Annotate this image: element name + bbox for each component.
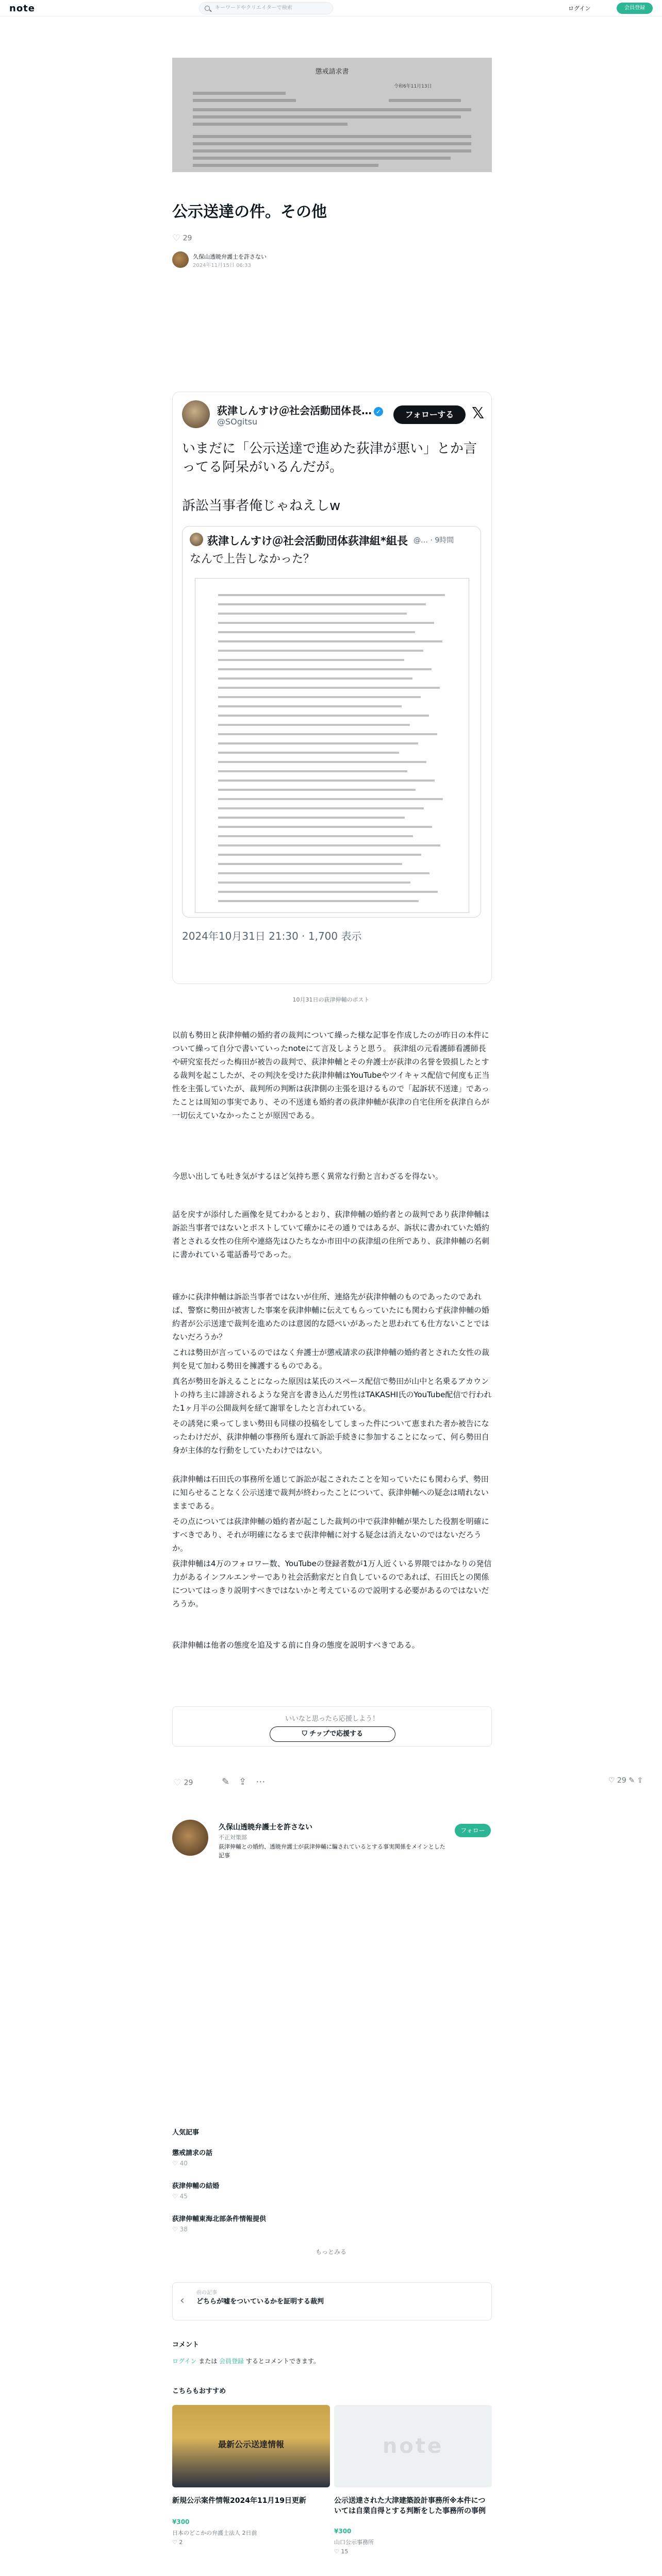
card-author[interactable]: 日本のどこかの弁護士法人 2日前 [172,2530,257,2536]
heart-icon[interactable]: ♡ [172,233,181,244]
popular-item-likes: ♡ 40 [172,2160,188,2167]
site-header [0,0,662,16]
card-likes: ♡ 15 [334,2548,349,2555]
share-icon[interactable]: ⇪ [239,1776,256,1787]
body-paragraph-6: その誘発に乗ってしまい勢田も同様の投稿をしてしまった件について恵まれた者か被告になったわけだが、荻津伸輔の事務所も遅れて訴訟手続きに参加することになって、何ら勢田自身が主体的な行動をしていたわけではない。 [172,1419,489,1455]
doc-text-line [218,826,432,828]
card-title[interactable]: 公示送達された大津建築設計事務所※本件については自業自得とする判断をした事務所の事例 [334,2497,486,2515]
card-thumbnail[interactable]: note [334,2405,492,2487]
tweet-text: いまだに「公示送達で進めた荻津が悪い」とか言ってる阿呆がいるんだが。 [182,441,477,475]
x-logo-icon[interactable]: 𝕏 [472,404,485,422]
doc-text-line [218,854,421,856]
popular-item-likes: ♡ 45 [172,2193,188,2200]
popular-title: 人気記事 [172,2129,200,2137]
popular-item-title[interactable]: 懲戒請求の話 [172,2149,213,2157]
signup-button[interactable]: 会員登録 [617,3,653,14]
card-price: ¥300 [334,2528,352,2535]
doc-text-line [218,715,429,717]
author-card [172,1820,492,1871]
prev-article-title[interactable]: どちらが嘘をついているかを証明する裁判 [196,2298,324,2306]
body-paragraph-1: 今思い出しても吐き気がするほど気持ち悪く異常な行動と言わざるを得ない。 [172,1172,443,1181]
avatar[interactable] [172,251,189,268]
doc-text-line [218,724,410,726]
comment-icon[interactable]: ✎ [222,1776,239,1787]
card-thumb-badge: 最新公示送達情報 [218,2439,284,2449]
doc-text-line [218,687,440,689]
support-box [172,1706,492,1747]
post-date: 2024年11月15日 06:33 [193,263,251,268]
card-title[interactable]: 新規公示案件情報2024年11月19日更新 [172,2497,306,2505]
heart-icon[interactable]: ♡ [608,1776,615,1785]
heart-icon[interactable]: ♡ [173,1777,182,1788]
comments-signup-link[interactable]: 会員登録 [219,2358,244,2365]
doc-text-line [218,594,445,596]
doc-text-line [218,807,424,809]
comments-title: コメント [172,2341,200,2349]
prev-article-card[interactable] [172,2282,492,2320]
doc-text-line [218,789,416,791]
prev-article-label: 前の記事 [196,2290,217,2296]
support-question: いいなと思ったら応援しよう！ [285,1715,379,1723]
body-paragraph-0: 以前も勢田と荻津伸輔の婚約者の裁判について繰った様な記事を作成したのが昨日の本件について繰って自分で書いていったnoteにて言及しようと思う。 荻津組の元看護師看護師長や研究室長だった梅田が被告の裁判で、荻津伸輔とその弁護士が荻津の名誉を毀損したとする裁判を起こしたが、その判決を受けた荻津伸輔はYouTubeやツイキャス配信で何度も正当性を主張していたが、裁判所の判断は荻津側の主張を退けるもので「起訴状不送達」であったことは周知の事実であり、その不送達も婚約者の荻津伸輔が荻津の自宅住所を荻津自らが一切伝えていなかったことが原因である。 [172,1030,490,1120]
verified-icon: ✓ [374,407,383,416]
popular-item-likes: ♡ 38 [172,2226,188,2233]
author-card-name[interactable]: 久保山透暁弁護士を許さない [219,1823,312,1832]
body-paragraph-7: 荻津伸輔は石田氏の事務所を通じて訴訟が起こされたことを知っていたにも関わらず、勢田に知らせることなく公示送達で裁判が終わったことについて、荻津伸輔への疑念は晴れないままである。 [172,1475,489,1511]
quoted-tweet[interactable] [182,526,481,918]
doc-text-line [218,844,440,846]
quote-document-image [195,578,469,913]
like-count: 29 [183,234,192,243]
login-link[interactable]: ログイン [568,5,591,12]
doc-text-line [218,817,405,819]
doc-text-line [218,613,407,615]
doc-text-line [218,650,423,652]
doc-text-line [218,659,404,661]
body-paragraph-9: 荻津伸輔は4万のフォロワー数、YouTubeの登録者数が1万人近くいる界隈ではかなりの発信力があるインフルエンサーであり社会活動家だと自負しているのであれば、石田氏との関係についてはっきり説明すべきではないかと考えているので説明する必要があるのではないだろうか。 [172,1559,492,1608]
search-input[interactable] [199,2,333,14]
popular-item-title[interactable]: 荻津伸輔東海北部条件情報提供 [172,2215,267,2223]
doc-title: 懲戒請求書 [315,68,349,76]
doc-text-line [218,668,432,670]
author-card-desc: 荻津伸輔との婚約、透暁弁護士が荻津伸輔に騙されているとする事実関係をメインとした記事 [219,1843,445,1859]
card-thumbnail[interactable] [172,2405,330,2487]
author-avatar[interactable] [172,1820,208,1856]
doc-text-line [218,761,426,763]
body-paragraph-10: 荻津伸輔は他者の態度を追及する前に自身の態度を説明すべきである。 [172,1640,420,1650]
doc-text-line [218,705,402,707]
more-link[interactable]: もっとみる [315,2248,346,2256]
comments-login-link[interactable]: ログイン [172,2358,197,2365]
action-like[interactable]: ♡ 29 [173,1777,193,1788]
more-icon[interactable]: ⋯ [256,1776,275,1787]
tweet-avatar[interactable] [182,400,210,428]
doc-text-line [218,696,421,698]
body-paragraph-8: その点については荻津伸輔の婚約者が起こした裁判の中で荻津伸輔が果たした役割を明確にすべきであり、それが明確になるまで荻津伸輔に対する疑念は消えないのではないだろうか。 [172,1517,489,1553]
doc-text-line [218,835,413,837]
doc-text-line [218,770,407,772]
doc-text-line [218,640,442,642]
author-follow-button[interactable]: フォロー [455,1824,491,1837]
doc-text-line [218,631,415,633]
doc-text-line [218,677,412,680]
quote-author-name: 荻津しんすけ＠社会活動団体荻津組*組長 [207,535,408,547]
tweet-author-name[interactable]: 荻津しんすけ＠社会活動団体長… ✓ [217,402,383,417]
comments-login-text: ログイン または 会員登録 するとコメントできます。 [172,2358,320,2365]
action-icons[interactable] [222,1776,274,1787]
author-card-sub: 不正対策部 [219,1834,247,1841]
doc-text-line [218,603,426,605]
search-placeholder: キーワードやクリエイターで検索 [215,5,292,11]
chevron-left-icon: ‹ [180,2294,185,2307]
quote-text: なんで上告しなかった？ [190,553,315,566]
doc-text-line [218,742,418,744]
tweet-follow-button[interactable]: フォローする [393,405,466,424]
doc-text-line [218,900,419,902]
doc-text-line [218,622,434,624]
like-row[interactable] [172,233,192,244]
doc-text-line [218,891,438,893]
quote-meta: @… · 9時間 [413,536,454,545]
tweet-handle[interactable]: @SOgitsu [217,417,258,427]
doc-text-line [218,872,429,874]
search-icon [205,6,210,11]
body-paragraph-2: 話を戻すが添付した画像を見てわかるとおり、荻津伸輔の婚約者との裁判であり荻津伸輔は訴訟当事者ではないとポストしていて確かにその通りではあるが、訴状に書かれていた婚約者とされる女性の住所や連絡先はひたちなか市田中の荻津組の住所であり、荻津伸輔の名刺に書かれている電話番号であった。 [172,1210,490,1259]
tweet-date[interactable]: 2024年10月31日 21:30 · 1,700 表示 [182,930,362,942]
tip-button[interactable]: ⛉ チップで応援する [270,1726,395,1742]
card-likes: ♡ 2 [172,2539,183,2546]
doc-text-line [218,863,402,865]
tweet-embed[interactable] [172,392,492,984]
doc-text-line [218,882,410,884]
popular-item-title[interactable]: 荻津伸輔の結婚 [172,2182,220,2190]
note-logo[interactable]: note [9,3,35,14]
doc-text-line [218,733,437,735]
doc-text-line [218,798,443,800]
tweet-text-2: 訴訟当事者俺じゃねえしw [182,498,341,514]
article-title: 公示送達の件。その他 [172,203,327,221]
recommended-title: こちらもおすすめ [172,2387,226,2395]
tweet-caption: 10月31日の荻津伸輔のポスト [292,996,370,1003]
quote-avatar [190,533,203,546]
body-paragraph-5: 真名が勢田を訴えることになった原因は某氏のスペース配信で勢田が山中と名乗るアカウントの持ち主に誹謗されるような発言を書き込んだ男性はTAKASHI氏のYouTube配信で行われた1ヶ月半の公開裁判を経て謝罪をしたと言われている。 [172,1377,492,1413]
body-paragraph-3: 確かに荻津伸輔は訴訟当事者ではないが住所、連絡先が荻津伸輔のものであったのであれば、警察に勢田が被害した事案を荻津伸輔に伝えてもらっていたにも関わらず荻津伸輔の婚約者が公示送達で裁判を進めたのは意図的な隠ぺいがあったと思われても仕方ないことではないだろうか？ [172,1292,490,1342]
card-author[interactable]: 山口公示事務所 [334,2539,374,2546]
cover-image [172,58,492,172]
author-name[interactable]: 久保山透暁弁護士を許さない [193,253,267,260]
tip-icon: ⛉ [302,1730,310,1738]
doc-text-line [218,779,435,782]
doc-text-line [218,752,399,754]
action-right[interactable]: ♡ 29 ✎ ⇪ [608,1776,643,1785]
doc-date: 令和6年11月13日 [394,84,432,89]
card-price: ¥300 [172,2518,190,2526]
body-paragraph-4: これは勢田が言っているのではなく弁護士が懲戒請求の荻津伸輔の婚約者とされた女性の裁判を見て加わる勢田を擁護するものである。 [172,1348,490,1370]
